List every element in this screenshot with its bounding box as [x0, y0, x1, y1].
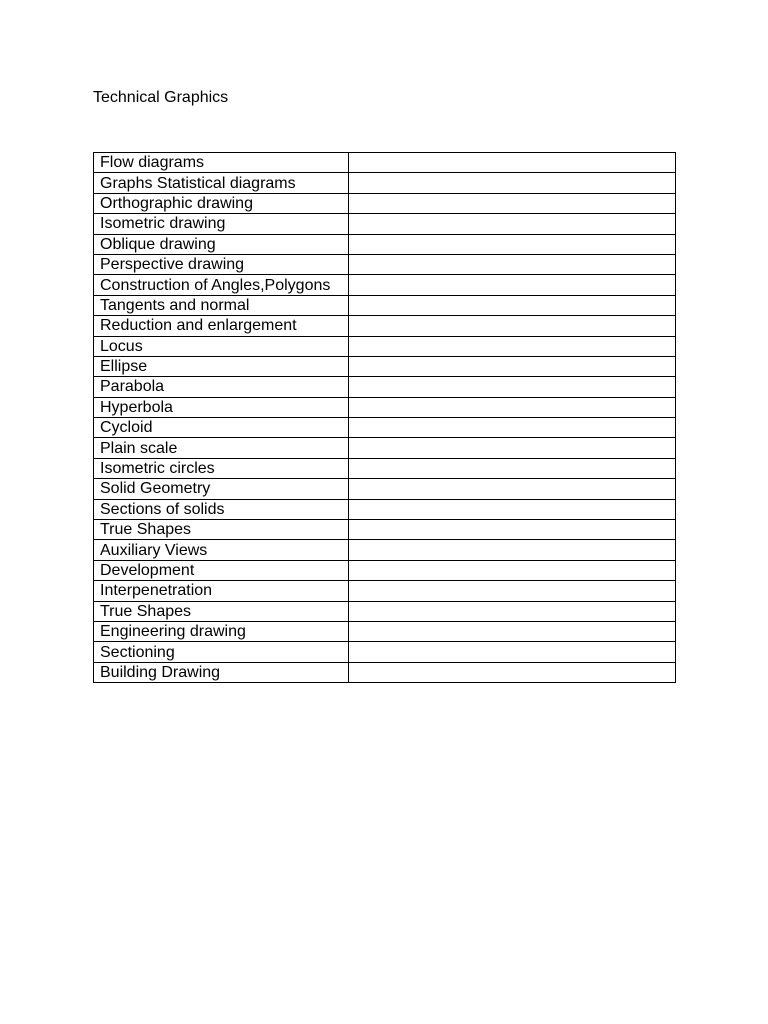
topic-cell: Locus: [94, 336, 349, 356]
topic-cell: Flow diagrams: [94, 153, 349, 173]
document-title: Technical Graphics: [93, 89, 229, 106]
notes-cell: [349, 397, 676, 417]
notes-cell: [349, 479, 676, 499]
notes-cell: [349, 540, 676, 560]
topic-cell: Plain scale: [94, 438, 349, 458]
table-row: [94, 458, 676, 478]
topic-cell: Auxiliary Views: [94, 540, 349, 560]
table-row: [94, 234, 676, 254]
table-row: [94, 377, 676, 397]
notes-cell: [349, 295, 676, 315]
notes-cell: [349, 214, 676, 234]
table-row: [94, 275, 676, 295]
topic-cell: Hyperbola: [94, 397, 349, 417]
table-row: [94, 642, 676, 662]
table-row: [94, 499, 676, 519]
topic-cell: Perspective drawing: [94, 254, 349, 274]
table-row: [94, 581, 676, 601]
topic-cell: Orthographic drawing: [94, 193, 349, 213]
notes-cell: [349, 234, 676, 254]
notes-cell: [349, 438, 676, 458]
notes-cell: [349, 560, 676, 580]
notes-cell: [349, 601, 676, 621]
topic-cell: Tangents and normal: [94, 295, 349, 315]
notes-cell: [349, 642, 676, 662]
table-row: [94, 316, 676, 336]
notes-cell: [349, 316, 676, 336]
table-row: [94, 520, 676, 540]
topic-cell: Parabola: [94, 377, 349, 397]
table-row: [94, 356, 676, 376]
notes-cell: [349, 581, 676, 601]
table-row: [94, 601, 676, 621]
table-row: [94, 254, 676, 274]
table-row: [94, 173, 676, 193]
notes-cell: [349, 153, 676, 173]
table-row: [94, 295, 676, 315]
notes-cell: [349, 356, 676, 376]
topics-table-body: [94, 153, 676, 683]
table-row: [94, 418, 676, 438]
topic-cell: Isometric drawing: [94, 214, 349, 234]
notes-cell: [349, 418, 676, 438]
topic-cell: Reduction and enlargement: [94, 316, 349, 336]
notes-cell: [349, 458, 676, 478]
topic-cell: Development: [94, 560, 349, 580]
table-row: [94, 479, 676, 499]
topic-cell: Sectioning: [94, 642, 349, 662]
table-row: [94, 336, 676, 356]
topic-cell: Engineering drawing: [94, 621, 349, 641]
topic-cell: Solid Geometry: [94, 479, 349, 499]
topic-cell: Interpenetration: [94, 581, 349, 601]
table-row: [94, 397, 676, 417]
table-row: [94, 560, 676, 580]
notes-cell: [349, 662, 676, 682]
table-row: [94, 621, 676, 641]
notes-cell: [349, 254, 676, 274]
topic-cell: Graphs Statistical diagrams: [94, 173, 349, 193]
notes-cell: [349, 193, 676, 213]
table-row: [94, 214, 676, 234]
notes-cell: [349, 621, 676, 641]
topics-table: [93, 152, 676, 683]
topic-cell: True Shapes: [94, 520, 349, 540]
topic-cell: Ellipse: [94, 356, 349, 376]
topic-cell: Construction of Angles,Polygons: [94, 275, 349, 295]
table-row: [94, 193, 676, 213]
notes-cell: [349, 173, 676, 193]
notes-cell: [349, 499, 676, 519]
notes-cell: [349, 336, 676, 356]
topic-cell: Building Drawing: [94, 662, 349, 682]
topic-cell: Isometric circles: [94, 458, 349, 478]
table-row: [94, 540, 676, 560]
topic-cell: Cycloid: [94, 418, 349, 438]
notes-cell: [349, 377, 676, 397]
table-row: [94, 662, 676, 682]
topic-cell: Oblique drawing: [94, 234, 349, 254]
table-row: [94, 153, 676, 173]
notes-cell: [349, 520, 676, 540]
table-row: [94, 438, 676, 458]
notes-cell: [349, 275, 676, 295]
topic-cell: True Shapes: [94, 601, 349, 621]
topic-cell: Sections of solids: [94, 499, 349, 519]
